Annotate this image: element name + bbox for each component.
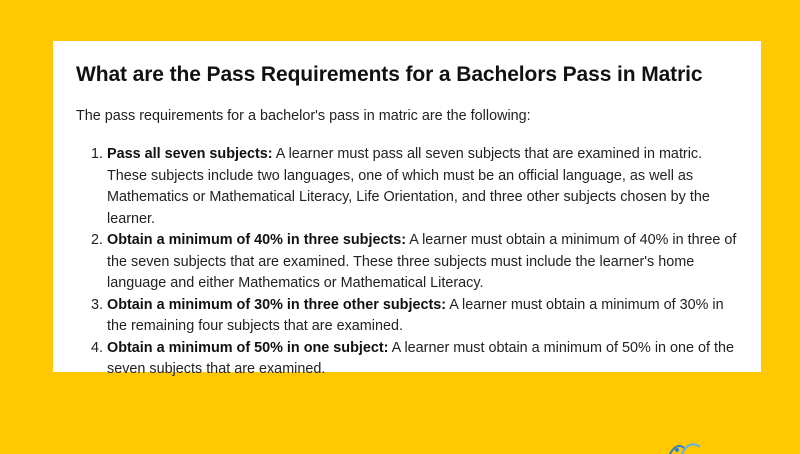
page-title: What are the Pass Requirements for a Bachelors Pass in Matric xyxy=(76,63,703,86)
list-item-number: 3. xyxy=(91,296,104,313)
list-item xyxy=(76,338,741,381)
list-item xyxy=(76,295,741,338)
list-item-heading: Obtain a minimum of 30% in three other subjects: xyxy=(107,296,447,313)
intro-paragraph: The pass requirements for a bachelor's pass in matric are the following: xyxy=(76,108,531,124)
list-item-number: 1. xyxy=(91,146,104,162)
list-item xyxy=(76,230,741,295)
list-item-heading: Pass all seven subjects: xyxy=(107,146,273,162)
list-item-number: 4. xyxy=(91,339,104,356)
list-item-text: A learner must obtain a minimum of 40% in three of the seven subjects that are examined. These three subjects must include the learner's home language and either Mathematics or Mathematical Literacy. xyxy=(107,232,737,291)
list-item-heading: Obtain a minimum of 40% in three subjects: xyxy=(107,232,407,248)
list-item-text: A learner must pass all seven subjects that are examined in matric. These subjects include two languages, one of which must be an official language, as well as Mathematics or Mathematical Literacy, Life Orientation, and three other subjects chosen by the learner. xyxy=(107,146,710,227)
content-card xyxy=(53,41,761,377)
list-item-text: A learner must obtain a minimum of 30% in the remaining four subjects that are examined. xyxy=(107,296,724,334)
list-item-text: A learner must obtain a minimum of 50% in one of the seven subjects that are examined. xyxy=(107,339,735,377)
logo-icon xyxy=(668,442,702,454)
list-item xyxy=(76,144,741,230)
list-item-number: 2. xyxy=(91,232,104,248)
list-item-heading: Obtain a minimum of 50% in one subject: xyxy=(107,339,389,356)
requirements-list xyxy=(76,144,741,381)
